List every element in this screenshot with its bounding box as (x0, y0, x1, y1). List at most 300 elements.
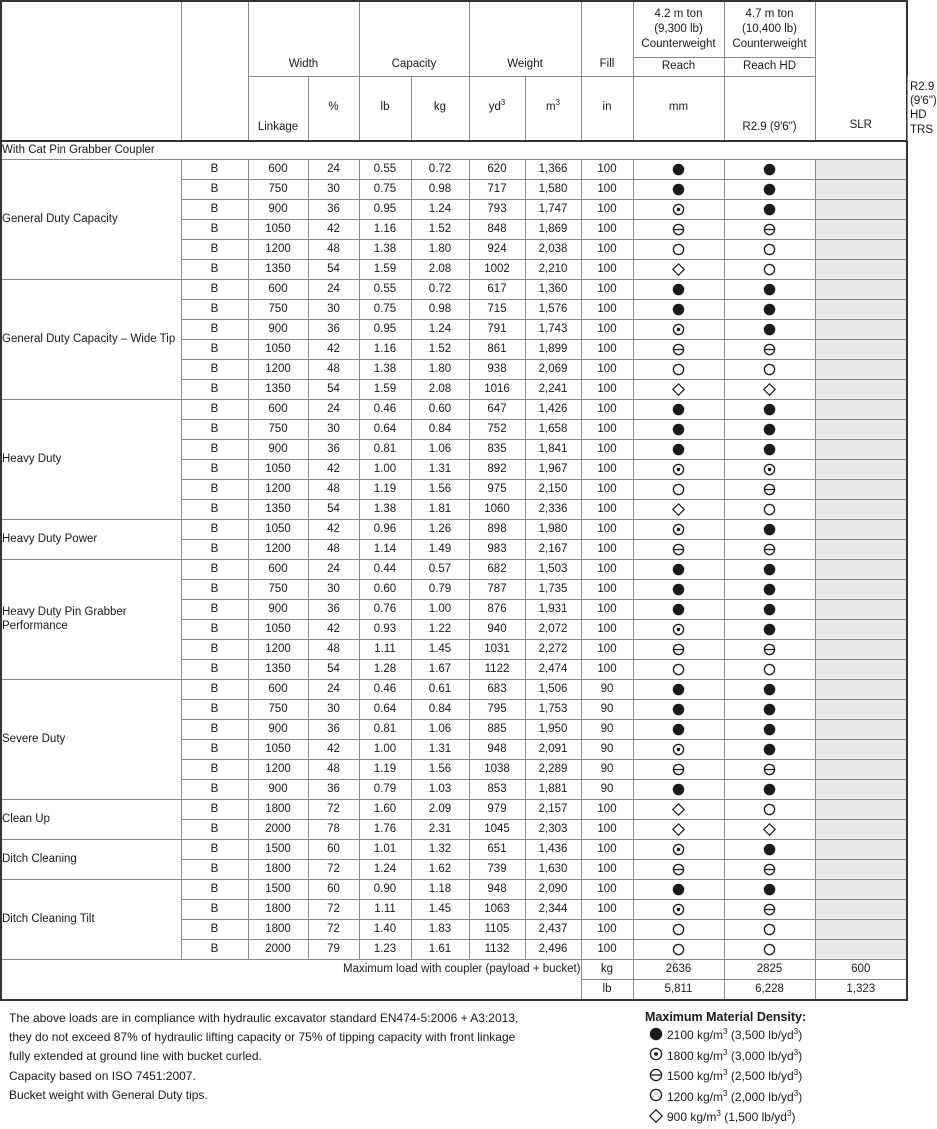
cell-reach-symbol (633, 840, 724, 860)
cell-weight-lb: 2,072 (525, 620, 581, 640)
legend-block (640, 1010, 906, 1129)
cell-width-mm: 1800 (248, 800, 308, 820)
cell-width-in: 48 (308, 540, 359, 560)
cell-linkage: B (181, 560, 248, 580)
cell-weight-lb: 2,272 (525, 640, 581, 660)
cell-reach-symbol (633, 620, 724, 640)
cell-weight-lb: 2,210 (525, 260, 581, 280)
cell-weight-lb: 1,658 (525, 420, 581, 440)
cell-weight-lb: 2,289 (525, 760, 581, 780)
cell-slr (815, 340, 907, 360)
cell-width-in: 42 (308, 220, 359, 240)
cell-linkage: B (181, 660, 248, 680)
cell-weight-lb: 2,474 (525, 660, 581, 680)
cell-reach-symbol (633, 220, 724, 240)
cell-capacity-m3: 0.55 (359, 160, 411, 180)
footnote-line-5: Bucket weight with General Duty tips. (9, 1087, 640, 1104)
cell-width-in: 78 (308, 820, 359, 840)
cell-slr (815, 200, 907, 220)
cell-fill-pct: 100 (581, 620, 633, 640)
cell-width-in: 72 (308, 860, 359, 880)
cell-width-in: 42 (308, 620, 359, 640)
cell-capacity-m3: 0.95 (359, 200, 411, 220)
cell-capacity-yd3: 1.03 (411, 780, 469, 800)
cell-weight-lb: 1,576 (525, 300, 581, 320)
density-symbol-diamond-icon (672, 823, 685, 835)
cell-capacity-yd3: 1.80 (411, 240, 469, 260)
cell-reach-symbol (633, 200, 724, 220)
density-symbol-filled-icon (672, 403, 685, 415)
table-row (1, 560, 907, 580)
cell-capacity-m3: 0.75 (359, 300, 411, 320)
cell-linkage: B (181, 920, 248, 940)
table-row (1, 160, 907, 180)
cell-weight-lb: 1,950 (525, 720, 581, 740)
density-symbol-open-icon (763, 263, 776, 275)
cell-width-mm: 600 (248, 680, 308, 700)
cell-weight-kg: 948 (469, 880, 525, 900)
table-row (1, 680, 907, 700)
cell-capacity-m3: 1.59 (359, 380, 411, 400)
density-symbol-dotted-icon (672, 203, 685, 215)
table-row (1, 280, 907, 300)
cell-weight-kg: 1063 (469, 900, 525, 920)
cell-capacity-m3: 0.81 (359, 440, 411, 460)
cell-weight-lb: 2,157 (525, 800, 581, 820)
cell-linkage: B (181, 160, 248, 180)
footnote-line-3: fully extended at ground line with bucket curled. (9, 1048, 640, 1065)
cell-weight-kg: 683 (469, 680, 525, 700)
cell-slr (815, 720, 907, 740)
cell-slr (815, 640, 907, 660)
cell-width-mm: 2000 (248, 940, 308, 960)
cell-weight-lb: 1,735 (525, 580, 581, 600)
cell-fill-pct: 100 (581, 260, 633, 280)
density-symbol-dotted-icon (672, 903, 685, 915)
cell-width-mm: 1800 (248, 900, 308, 920)
cell-linkage: B (181, 480, 248, 500)
density-symbol-filled-icon (672, 603, 685, 615)
cell-max-load-unit: lb (581, 980, 633, 1000)
header-counterweight-47 (724, 1, 815, 57)
density-symbol-filled-icon (763, 723, 776, 735)
cell-reach-symbol (633, 540, 724, 560)
cell-capacity-m3: 1.24 (359, 860, 411, 880)
cell-capacity-yd3: 1.31 (411, 740, 469, 760)
cell-capacity-m3: 1.19 (359, 760, 411, 780)
density-symbol-filled-icon (763, 403, 776, 415)
cell-fill-pct: 100 (581, 180, 633, 200)
density-symbol-open-icon (672, 363, 685, 375)
cell-fill-pct: 90 (581, 760, 633, 780)
cell-weight-lb: 2,167 (525, 540, 581, 560)
cell-weight-lb: 2,069 (525, 360, 581, 380)
cell-capacity-m3: 0.44 (359, 560, 411, 580)
cell-width-mm: 900 (248, 600, 308, 620)
cell-width-in: 42 (308, 740, 359, 760)
cell-linkage: B (181, 380, 248, 400)
cell-weight-kg: 651 (469, 840, 525, 860)
cell-width-mm: 1200 (248, 360, 308, 380)
header-unit-lb: lb (359, 76, 411, 141)
cell-width-in: 42 (308, 340, 359, 360)
cell-reach-symbol (633, 900, 724, 920)
cell-reach-hd-symbol (724, 620, 815, 640)
cell-weight-kg: 948 (469, 740, 525, 760)
density-symbol-filled-icon (763, 703, 776, 715)
density-symbol-filled-icon (672, 783, 685, 795)
header-group-capacity: Capacity (359, 1, 469, 76)
density-symbol-barred-icon (672, 343, 685, 355)
cell-capacity-yd3: 0.72 (411, 280, 469, 300)
density-symbol-open-icon (763, 243, 776, 255)
cell-slr (815, 740, 907, 760)
cell-capacity-m3: 0.76 (359, 600, 411, 620)
cell-slr (815, 760, 907, 780)
density-symbol-barred-icon (645, 1068, 667, 1085)
cell-width-mm: 1350 (248, 500, 308, 520)
cell-max-load-reach: 5,811 (633, 980, 724, 1000)
cell-width-mm: 600 (248, 560, 308, 580)
bucket-type-label: Heavy Duty (1, 400, 181, 520)
cell-max-load-reach-hd: 6,228 (724, 980, 815, 1000)
cell-fill-pct: 100 (581, 480, 633, 500)
cell-weight-kg: 1038 (469, 760, 525, 780)
cw-47-line2: (10,400 lb) (727, 22, 813, 37)
cell-width-in: 54 (308, 500, 359, 520)
header-blank-desc (1, 1, 181, 141)
cell-capacity-m3: 0.90 (359, 880, 411, 900)
cell-linkage: B (181, 280, 248, 300)
cell-slr (815, 300, 907, 320)
cell-width-in: 36 (308, 600, 359, 620)
cell-capacity-yd3: 1.80 (411, 360, 469, 380)
legend-item-label: 1200 $kg/m^3$ (2,000 $lb/yd^3$) (667, 1090, 802, 1104)
cell-weight-kg: 853 (469, 780, 525, 800)
cell-capacity-m3: 1.28 (359, 660, 411, 680)
header-linkage: Linkage (248, 76, 308, 141)
cell-fill-pct: 100 (581, 860, 633, 880)
cell-linkage: B (181, 940, 248, 960)
density-symbol-filled-icon (763, 283, 776, 295)
cell-fill-pct: 100 (581, 940, 633, 960)
cell-capacity-yd3: 0.57 (411, 560, 469, 580)
header-unit-pct: % (308, 76, 359, 141)
cell-reach-symbol (633, 380, 724, 400)
cell-reach-hd-symbol (724, 560, 815, 580)
cell-width-in: 48 (308, 360, 359, 380)
cell-linkage: B (181, 600, 248, 620)
cell-slr (815, 820, 907, 840)
cell-capacity-m3: 1.59 (359, 260, 411, 280)
cell-capacity-yd3: 1.56 (411, 760, 469, 780)
header-group-width: Width (248, 1, 359, 76)
cell-weight-lb: 1,366 (525, 160, 581, 180)
cell-slr (815, 840, 907, 860)
cell-width-in: 48 (308, 640, 359, 660)
header-reach-sub: R2.9 (9'6") (724, 76, 815, 141)
cell-linkage: B (181, 320, 248, 340)
cell-max-load-reach: 2636 (633, 960, 724, 980)
cell-weight-kg: 752 (469, 420, 525, 440)
cell-weight-lb: 1,580 (525, 180, 581, 200)
table-body (1, 141, 907, 1000)
cell-fill-pct: 100 (581, 400, 633, 420)
cell-reach-symbol (633, 440, 724, 460)
density-symbol-open-icon (763, 803, 776, 815)
footnote-line-4: Capacity based on ISO 7451:2007. (9, 1068, 640, 1085)
cell-reach-symbol (633, 680, 724, 700)
density-symbol-filled-icon (672, 183, 685, 195)
cell-fill-pct: 100 (581, 840, 633, 860)
cell-width-in: 24 (308, 160, 359, 180)
cell-weight-kg: 620 (469, 160, 525, 180)
cell-reach-hd-symbol (724, 760, 815, 780)
cell-width-mm: 900 (248, 720, 308, 740)
cell-fill-pct: 100 (581, 800, 633, 820)
cell-weight-lb: 1,881 (525, 780, 581, 800)
cell-fill-pct: 100 (581, 520, 633, 540)
density-symbol-filled-icon (672, 303, 685, 315)
cell-linkage: B (181, 880, 248, 900)
density-symbol-filled-icon (763, 163, 776, 175)
cell-reach-hd-symbol (724, 600, 815, 620)
cw-47-line3: Counterweight (727, 37, 813, 52)
cell-reach-symbol (633, 760, 724, 780)
cell-reach-symbol (633, 560, 724, 580)
legend-item-label: 2100 $kg/m^3$ (3,500 $lb/yd^3$) (667, 1028, 802, 1042)
cell-weight-kg: 715 (469, 300, 525, 320)
legend-item-label: 1800 $kg/m^3$ (3,000 $lb/yd^3$) (667, 1049, 802, 1063)
cell-linkage: B (181, 640, 248, 660)
cw-47-line1: 4.7 m ton (727, 7, 813, 22)
legend-item (645, 1088, 906, 1105)
density-symbol-open-icon (672, 663, 685, 675)
cell-fill-pct: 100 (581, 320, 633, 340)
cell-reach-symbol (633, 720, 724, 740)
density-symbol-barred-icon (672, 223, 685, 235)
cell-reach-hd-symbol (724, 380, 815, 400)
cell-reach-hd-symbol (724, 260, 815, 280)
density-symbol-filled-icon (763, 583, 776, 595)
cell-weight-lb: 1,841 (525, 440, 581, 460)
density-symbol-open-icon (672, 943, 685, 955)
cell-capacity-yd3: 0.98 (411, 180, 469, 200)
density-symbol-filled-icon (763, 683, 776, 695)
density-symbol-open-icon (763, 663, 776, 675)
density-symbol-open-icon (763, 923, 776, 935)
cell-reach-symbol (633, 940, 724, 960)
cell-reach-hd-symbol (724, 540, 815, 560)
header-unit-yd3: $yd^3$ (469, 76, 525, 141)
density-symbol-diamond-icon (645, 1109, 667, 1126)
cell-reach-symbol (633, 420, 724, 440)
cell-reach-hd-symbol (724, 480, 815, 500)
cell-reach-hd-symbol (724, 680, 815, 700)
cell-weight-kg: 1105 (469, 920, 525, 940)
cell-linkage: B (181, 800, 248, 820)
cell-weight-kg: 924 (469, 240, 525, 260)
cell-fill-pct: 100 (581, 560, 633, 580)
cell-reach-hd-symbol (724, 800, 815, 820)
cell-capacity-m3: 1.19 (359, 480, 411, 500)
cell-slr (815, 500, 907, 520)
cell-slr (815, 480, 907, 500)
cell-width-mm: 1050 (248, 620, 308, 640)
cell-width-mm: 750 (248, 300, 308, 320)
bucket-type-label: Heavy Duty Pin Grabber Performance (1, 560, 181, 680)
cell-weight-kg: 885 (469, 720, 525, 740)
cell-capacity-m3: 1.16 (359, 340, 411, 360)
cell-width-in: 54 (308, 660, 359, 680)
cell-fill-pct: 100 (581, 200, 633, 220)
header-slr: SLR (815, 1, 907, 141)
legend-items (645, 1027, 906, 1126)
bucket-type-label: Severe Duty (1, 680, 181, 800)
cell-weight-kg: 682 (469, 560, 525, 580)
cell-slr (815, 940, 907, 960)
max-load-label: Maximum load with coupler (payload + bucket) (1, 960, 581, 1000)
cell-width-in: 79 (308, 940, 359, 960)
cell-linkage: B (181, 240, 248, 260)
cell-width-in: 42 (308, 520, 359, 540)
density-symbol-filled-icon (763, 423, 776, 435)
cell-fill-pct: 100 (581, 900, 633, 920)
cell-reach-symbol (633, 860, 724, 880)
cell-weight-lb: 1,753 (525, 700, 581, 720)
cell-capacity-m3: 0.96 (359, 520, 411, 540)
density-symbol-dotted-icon (645, 1047, 667, 1064)
cell-linkage: B (181, 260, 248, 280)
cell-reach-symbol (633, 920, 724, 940)
cell-fill-pct: 100 (581, 580, 633, 600)
cell-weight-kg: 898 (469, 520, 525, 540)
cell-reach-symbol (633, 160, 724, 180)
cell-fill-pct: 100 (581, 360, 633, 380)
cell-width-mm: 600 (248, 160, 308, 180)
footnotes-and-legend (0, 1001, 906, 1129)
density-symbol-barred-icon (763, 903, 776, 915)
cell-capacity-m3: 1.01 (359, 840, 411, 860)
cell-capacity-yd3: 1.24 (411, 200, 469, 220)
cell-reach-symbol (633, 640, 724, 660)
cell-capacity-yd3: 2.09 (411, 800, 469, 820)
cell-capacity-yd3: 0.60 (411, 400, 469, 420)
cell-weight-kg: 1031 (469, 640, 525, 660)
cell-linkage: B (181, 180, 248, 200)
table-row (1, 840, 907, 860)
density-symbol-filled-icon (672, 283, 685, 295)
density-symbol-filled-icon (763, 323, 776, 335)
density-symbol-open-icon (645, 1088, 667, 1105)
density-symbol-diamond-icon (672, 803, 685, 815)
cell-fill-pct: 90 (581, 780, 633, 800)
cell-capacity-yd3: 0.72 (411, 160, 469, 180)
density-symbol-barred-icon (763, 543, 776, 555)
cell-reach-hd-symbol (724, 700, 815, 720)
cell-weight-kg: 739 (469, 860, 525, 880)
max-load-row (1, 960, 907, 980)
cell-weight-kg: 791 (469, 320, 525, 340)
cell-capacity-m3: 0.95 (359, 320, 411, 340)
cell-capacity-m3: 1.38 (359, 360, 411, 380)
cell-weight-kg: 1060 (469, 500, 525, 520)
cell-width-in: 36 (308, 720, 359, 740)
cell-slr (815, 180, 907, 200)
header-reach-hd: Reach HD (724, 57, 815, 76)
cell-capacity-yd3: 1.61 (411, 940, 469, 960)
density-symbol-filled-icon (763, 843, 776, 855)
density-symbol-dotted-icon (672, 843, 685, 855)
cell-reach-hd-symbol (724, 500, 815, 520)
cell-capacity-yd3: 1.32 (411, 840, 469, 860)
cell-reach-hd-symbol (724, 320, 815, 340)
cell-width-mm: 900 (248, 320, 308, 340)
table-row (1, 800, 907, 820)
cell-capacity-yd3: 1.31 (411, 460, 469, 480)
cell-reach-symbol (633, 740, 724, 760)
cell-width-in: 30 (308, 580, 359, 600)
cell-slr (815, 900, 907, 920)
section-title-row (1, 141, 907, 160)
cell-reach-symbol (633, 780, 724, 800)
density-symbol-dotted-icon (672, 623, 685, 635)
cell-linkage: B (181, 720, 248, 740)
cell-capacity-m3: 0.81 (359, 720, 411, 740)
cell-width-in: 36 (308, 320, 359, 340)
cell-width-mm: 900 (248, 200, 308, 220)
density-symbol-open-icon (672, 243, 685, 255)
cell-slr (815, 260, 907, 280)
cell-slr (815, 580, 907, 600)
cell-capacity-m3: 1.40 (359, 920, 411, 940)
cell-linkage: B (181, 700, 248, 720)
cell-capacity-yd3: 1.26 (411, 520, 469, 540)
cell-capacity-m3: 0.60 (359, 580, 411, 600)
cell-width-in: 48 (308, 240, 359, 260)
cw-42-line3: Counterweight (636, 37, 722, 52)
cell-fill-pct: 100 (581, 240, 633, 260)
header-unit-in: in (581, 76, 633, 141)
cell-linkage: B (181, 900, 248, 920)
header-unit-m3: $m^3$ (525, 76, 581, 141)
cell-slr (815, 280, 907, 300)
density-symbol-filled-icon (672, 723, 685, 735)
cell-reach-symbol (633, 660, 724, 680)
cell-slr (815, 800, 907, 820)
cell-capacity-m3: 0.64 (359, 700, 411, 720)
cell-width-in: 60 (308, 840, 359, 860)
cell-weight-kg: 861 (469, 340, 525, 360)
density-symbol-barred-icon (763, 863, 776, 875)
density-symbol-dotted-icon (763, 463, 776, 475)
cell-fill-pct: 100 (581, 540, 633, 560)
cell-width-mm: 1500 (248, 840, 308, 860)
cell-width-in: 24 (308, 400, 359, 420)
cell-linkage: B (181, 440, 248, 460)
cell-linkage: B (181, 680, 248, 700)
density-symbol-dotted-icon (672, 743, 685, 755)
cell-reach-hd-symbol (724, 360, 815, 380)
cell-width-in: 24 (308, 280, 359, 300)
cell-reach-symbol (633, 320, 724, 340)
cell-capacity-m3: 0.79 (359, 780, 411, 800)
cell-reach-hd-symbol (724, 400, 815, 420)
cell-reach-hd-symbol (724, 280, 815, 300)
cell-linkage: B (181, 360, 248, 380)
cell-width-in: 54 (308, 380, 359, 400)
cell-reach-symbol (633, 880, 724, 900)
